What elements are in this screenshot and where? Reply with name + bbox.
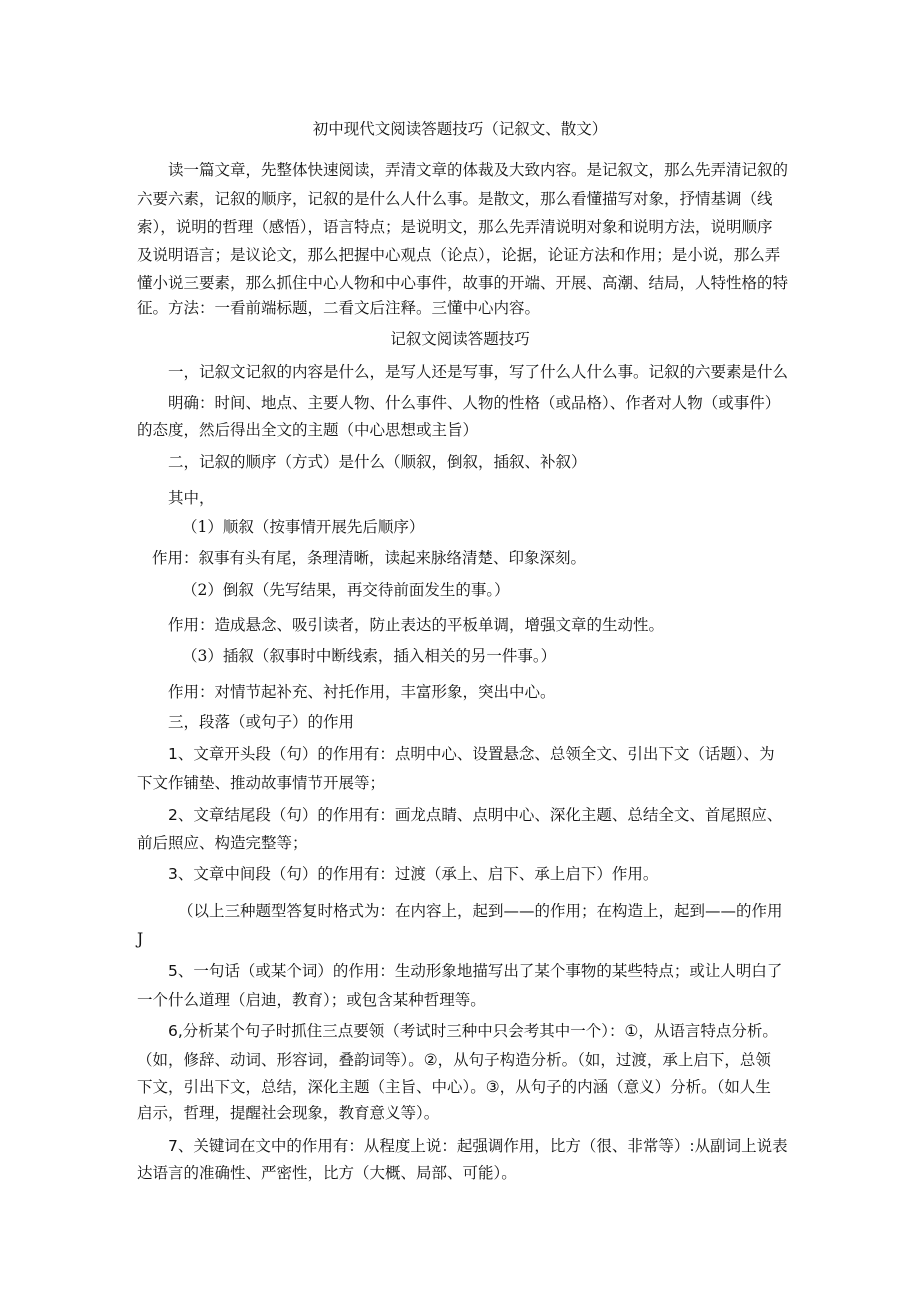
point-6-line: 下文，引出下文，总结，深化主题（主旨、中心）。③，从句子的内涵（意义）分析。（如人生: [137, 1078, 771, 1096]
section-subtitle: 记叙文阅读答题技巧: [390, 330, 530, 348]
point-1-line: 1、文章开头段（句）的作用有：点明中心、设置悬念、总领全文、引出下文（话题）、为: [168, 745, 775, 763]
intro-line: 懂小说三要素，那么抓住中心人物和中心事件，故事的开端、开展、高潮、结局，人特性格的特: [137, 274, 789, 292]
point-5-line: 5、一句话（或某个词）的作用：生动形象地描写出了某个事物的某些特点；或让人明白了: [168, 962, 783, 980]
order-effect: 作用：对情节起补充、衬托作用，丰富形象，突出中心。: [168, 683, 556, 701]
point-7-line: 7、关键词在文中的作用有：从程度上说：起强调作用，比方（很、非常等）:从副词上说表: [168, 1137, 788, 1155]
answer-format-line: （以上三种题型答复时格式为：在内容上，起到——的作用；在构造上，起到——的作用: [178, 902, 783, 920]
order-effect: 作用：叙事有头有尾，条理清晰，读起来脉络清楚、印象深刻。: [152, 549, 587, 567]
section-3-heading: 三，段落（或句子）的作用: [168, 713, 355, 731]
order-number: （1）: [182, 518, 223, 536]
section-1-line: 明确：时间、地点、主要人物、什么事件、人物的性格（或品格）、作者对人物（或事件）: [168, 394, 781, 412]
order-number: （2）: [182, 581, 223, 599]
intro-line: 索），说明的哲理（感悟），语言特点；是说明文，那么先弄清说明对象和说明方法，说明顺序: [137, 218, 773, 236]
order-effect: 作用：造成悬念、吸引读者，防止表达的平板单调，增强文章的生动性。: [168, 616, 665, 634]
point-6-line: 6,分析某个句子时抓住三点要领（考试时三种中只会考其中一个）：①，从语言特点分析。: [168, 1022, 778, 1040]
point-2-line: 前后照应、构造完整等；: [137, 834, 308, 852]
intro-line: 读一篇文章，先整体快速阅读，弄清文章的体裁及大致内容。是记叙文，那么先弄清记叙的: [168, 161, 789, 179]
section-2-intro: 其中，: [168, 489, 215, 507]
order-number: （3）: [182, 647, 223, 665]
order-text: 插叙（叙事时中断线索，插入相关的另一件事。）: [222, 647, 557, 665]
point-6-line: （如，修辞、动词、形容词，叠韵词等）。②，从句子构造分析。（如，过渡，承上启下，总领: [137, 1051, 771, 1069]
point-2-line: 2、文章结尾段（句）的作用有：画龙点睛、点明中心、深化主题、总结全文、首尾照应、: [168, 806, 783, 824]
point-6-line: 启示，哲理，提醒社会现象，教育意义等）。: [137, 1104, 440, 1122]
point-7-line: 达语言的准确性、严密性，比方（大概、局部、可能）。: [137, 1164, 517, 1182]
order-text: 顺叙（按事情开展先后顺序）: [222, 518, 425, 536]
document-title: 初中现代文阅读答题技巧（记叙文、散文）: [312, 120, 608, 138]
intro-line: 及说明语言；是议论文，那么把握中心观点（论点），论据，论证方法和作用；是小说，那么弄: [137, 246, 781, 264]
section-2-heading: 二，记叙的顺序（方式）是什么（顺叙，倒叙，插叙、补叙）: [168, 453, 587, 471]
order-item-forward: [182, 517, 424, 537]
order-text: 倒叙（先写结果，再交待前面发生的事。）: [222, 581, 510, 599]
section-1-line: 一，记叙文记叙的内容是什么，是写人还是写事，写了什么人什么事。记叙的六要素是什么: [168, 363, 789, 381]
answer-format-end: J: [137, 930, 144, 948]
order-item-interpolation: [182, 646, 556, 666]
intro-line: 六要六素，记叙的顺序，记叙的是什么人什么事。是散文，那么看懂描写对象，抒情基调（线: [137, 190, 773, 208]
intro-line: 征。方法：一看前端标题，二看文后注释。三懂中心内容。: [137, 299, 541, 317]
order-item-flashback: [182, 580, 510, 600]
section-1-line: 的态度，然后得出全文的主题（中心思想或主旨）: [137, 421, 479, 439]
point-5-line: 一个什么道理（启迪，教育）；或包含某种哲理等。: [137, 991, 486, 1009]
point-1-line: 下文作铺垫、推动故事情节开展等；: [137, 774, 386, 792]
point-3-line: 3、文章中间段（句）的作用有：过渡（承上、启下、承上启下）作用。: [168, 865, 659, 883]
